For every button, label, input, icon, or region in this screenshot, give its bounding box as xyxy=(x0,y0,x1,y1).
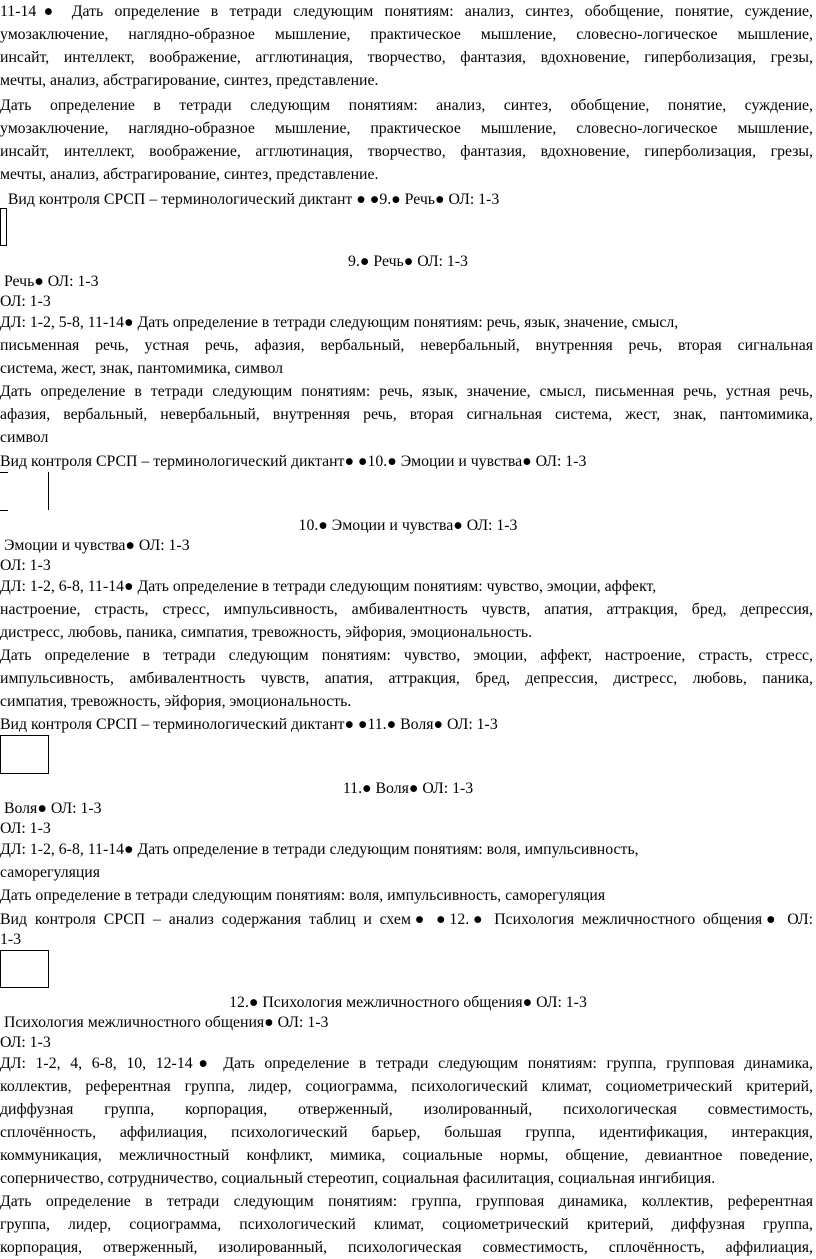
topic-subheading: Воля● ОЛ: 1-3 xyxy=(0,800,102,817)
text-line: ДЛ: 1-2, 6-8, 11-14● Дать определение в тетради следующим понятиям: чувство, эмоции, аффект, xyxy=(0,578,657,595)
text-line: соперничество, сотрудничество, социальный стереотип, социальная фасилитация, социальная ингибиция. xyxy=(0,1170,716,1187)
text-line: коммуникация, межличностный конфликт, мимика, социальные нормы, общение, девиантное поведение, xyxy=(0,1147,813,1164)
control-type-line: Вид контроля СРСП – терминологический диктант ● ●9.● Речь● ОЛ: 1-3 xyxy=(0,191,500,208)
text-line: саморегуляция xyxy=(0,864,101,881)
text-line: симпатия, тревожность, эйфория, эмоциональность. xyxy=(0,693,352,710)
text-line: афазия, вербальный, невербальный, внутренняя речь, вторая сигнальная система, жест, знак, пантомимика, xyxy=(0,406,813,423)
text-line: Дать определение в тетради следующим понятиям: группа, групповая динамика, коллектив, референтная xyxy=(0,1193,813,1210)
text-line: диффузная группа, корпорация, отверженный, изолированный, психологическая совместимость, xyxy=(0,1101,813,1118)
text-line: ДЛ: 1-2, 6-8, 11-14● Дать определение в тетради следующим понятиям: воля, импульсивность, xyxy=(0,841,639,858)
table-cell-frame xyxy=(0,735,49,774)
text-line: Дать определение в тетради следующим понятиям: воля, импульсивность, саморегуляция xyxy=(0,887,606,904)
table-rule xyxy=(48,472,49,510)
text-line: Дать определение в тетради следующим понятиям: анализ, синтез, обобщение, понятие, суждение, xyxy=(0,97,813,114)
text-line: группа, лидер, социограмма, психологический климат, социометрический критерий, диффузная группа, xyxy=(0,1216,813,1233)
text-line: сплочённость, аффилиация, психологический барьер, большая группа, идентификация, интеракция, xyxy=(0,1124,813,1141)
text-line: мечты, анализ, абстрагирование, синтез, представление. xyxy=(0,72,379,89)
text-line: Дать определение в тетради следующим понятиям: чувство, эмоции, аффект, настроение, страсть, стресс, xyxy=(0,647,813,664)
text-line: умозаключение, наглядно-образное мышление, практическое мышление, словесно-логическое мышление, xyxy=(0,120,813,137)
main-literature: ОЛ: 1-3 xyxy=(0,557,51,574)
text-line: ДЛ: 1-2, 5-8, 11-14● Дать определение в тетради следующим понятиям: речь, язык, значение, смысл, xyxy=(0,314,679,331)
table-cell-frame xyxy=(0,950,49,988)
text-line: Дать определение в тетради следующим понятиям: речь, язык, значение, смысл, письменная речь, устная речь, xyxy=(0,383,813,400)
text-line: инсайт, интеллект, воображение, агглютинация, творчество, фантазия, вдохновение, гиперболизация, грезы, xyxy=(0,49,813,66)
text-line: мечты, анализ, абстрагирование, синтез, представление. xyxy=(0,166,379,183)
topic-subheading: Эмоции и чувства● ОЛ: 1-3 xyxy=(0,537,190,554)
table-cell-frame xyxy=(0,208,7,246)
main-literature: ОЛ: 1-3 xyxy=(0,293,51,310)
text-line: умозаключение, наглядно-образное мышление, практическое мышление, словесно-логическое мышление, xyxy=(0,26,813,43)
text-line: коллектив, референтная группа, лидер, социограмма, психологический климат, социометрический критерий, xyxy=(0,1078,813,1095)
topic-subheading: Речь● ОЛ: 1-3 xyxy=(0,273,99,290)
topic-heading: 10.● Эмоции и чувства● ОЛ: 1-3 xyxy=(298,517,518,534)
text-line: письменная речь, устная речь, афазия, вербальный, невербальный, внутренняя речь, вторая сигнальная xyxy=(0,337,813,354)
text-line: корпорация, отверженный, изолированный, психологическая совместимость, сплочённость, аффилиация, xyxy=(0,1239,813,1256)
control-type-line: Вид контроля СРСП – терминологический диктант● ●11.● Воля● ОЛ: 1-3 xyxy=(0,716,498,733)
text-line: импульсивность, амбивалентность чувств, апатия, аттракция, бред, депрессия, дистресс, любовь, паника, xyxy=(0,670,813,687)
text-line: ДЛ: 1-2, 4, 6-8, 10, 12-14● Дать определение в тетради следующим понятиям: группа, групповая динамика, xyxy=(0,1055,813,1072)
table-rule xyxy=(0,510,8,511)
text-line: система, жест, знак, пантомимика, символ xyxy=(0,360,284,377)
control-type-line: Вид контроля СРСП – терминологический диктант● ●10.● Эмоции и чувства● ОЛ: 1-3 xyxy=(0,453,587,470)
main-literature: ОЛ: 1-3 xyxy=(0,1034,51,1051)
topic-heading: 11.● Воля● ОЛ: 1-3 xyxy=(342,780,474,797)
main-literature: ОЛ: 1-3 xyxy=(0,820,51,837)
control-type-line: Вид контроля СРСП – анализ содержания таблиц и схем● ●12.● Психология межличностного общения● ОЛ: xyxy=(0,911,813,928)
topic-subheading: Психология межличностного общения● ОЛ: 1-3 xyxy=(0,1014,329,1031)
table-rule xyxy=(0,472,8,473)
text-line: символ xyxy=(0,429,49,446)
topic-heading: 12.● Психология межличностного общения● ОЛ: 1-3 xyxy=(229,994,587,1011)
topic-heading: 9.● Речь● ОЛ: 1-3 xyxy=(348,253,468,270)
control-type-line: 1-3 xyxy=(0,931,22,948)
text-line: настроение, страсть, стресс, импульсивность, амбивалентность чувств, апатия, аттракция, бред, депрессия, xyxy=(0,601,813,618)
text-line: дистресс, любовь, паника, симпатия, тревожность, эйфория, эмоциональность. xyxy=(0,624,533,641)
text-line: инсайт, интеллект, воображение, агглютинация, творчество, фантазия, вдохновение, гиперболизация, грезы, xyxy=(0,143,813,160)
text-line: 11-14● Дать определение в тетради следующим понятиям: анализ, синтез, обобщение, понятие, суждение, xyxy=(0,3,813,20)
